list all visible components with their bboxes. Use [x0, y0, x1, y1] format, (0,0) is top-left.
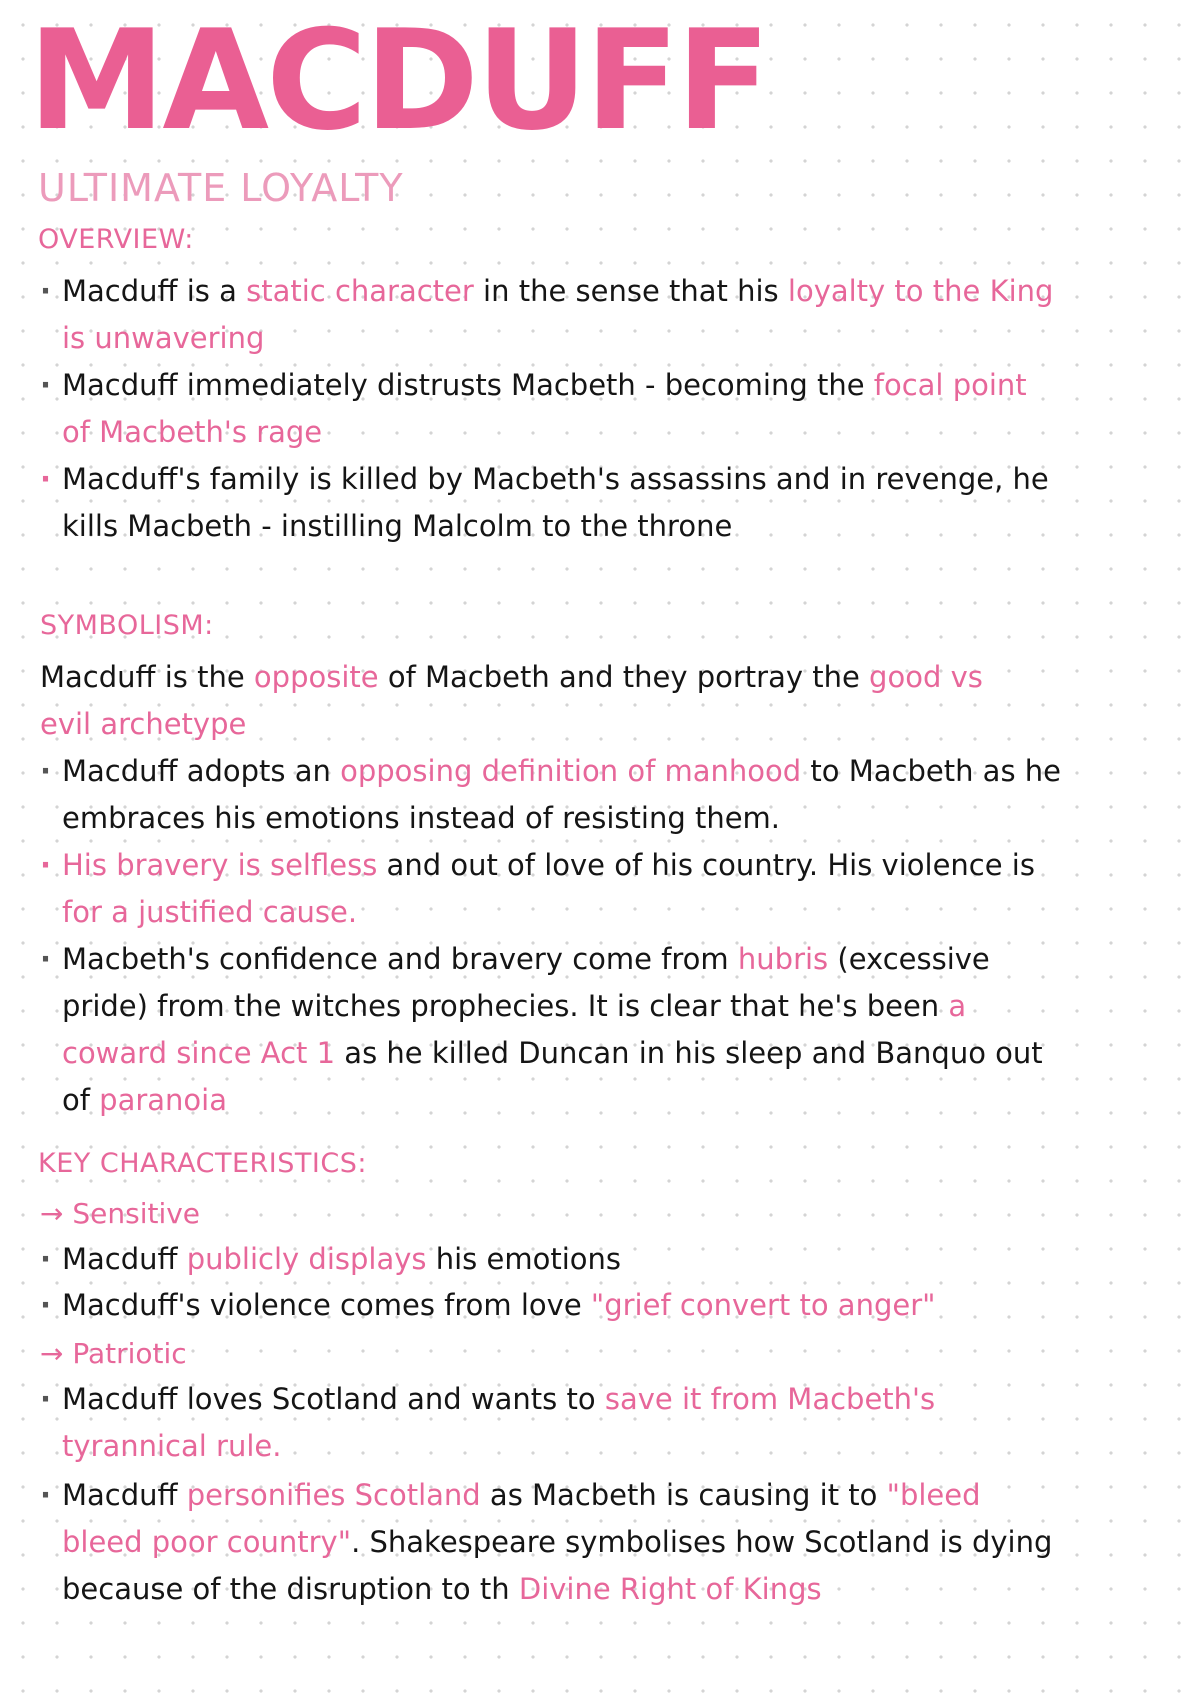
highlighted-text: His bravery is selfless — [62, 848, 378, 882]
overview-bullet-1 — [40, 268, 1062, 362]
text-segment: and out of love of his country. His violence is — [377, 848, 1035, 882]
highlighted-text: loyalty to the King is unwavering — [62, 274, 1054, 355]
patriotic-bullet-1 — [40, 1376, 1062, 1470]
sensitive-bullet-1 — [40, 1236, 1062, 1283]
page-subtitle: ULTIMATE LOYALTY — [38, 166, 404, 210]
text-segment: Macduff — [62, 1242, 187, 1276]
text-segment: Macduff immediately distrusts Macbeth - becoming the — [62, 368, 874, 402]
highlighted-text: publicly displays — [186, 1242, 427, 1276]
overview-bullet-3 — [40, 456, 1062, 550]
text-segment: Macduff adopts an — [62, 754, 341, 788]
text-segment: as he killed Duncan in his sleep and Banquo out of — [62, 1036, 1043, 1117]
trait-sensitive: → Sensitive — [40, 1197, 201, 1230]
overview-heading: OVERVIEW: — [38, 224, 194, 255]
highlighted-text: opposite — [253, 660, 379, 694]
text-segment: Macduff loves Scotland and wants to — [62, 1382, 605, 1416]
highlighted-text: Divine Right of Kings — [518, 1572, 822, 1606]
highlighted-text: "grief convert to anger" — [590, 1288, 936, 1322]
text-segment: Macduff's family is killed by Macbeth's assassins and in revenge, he kills Macbeth - instilling Malcolm to the throne — [62, 462, 1049, 543]
text-segment: Macduff is a — [62, 274, 247, 308]
text-segment: his emotions — [426, 1242, 621, 1276]
highlighted-text: opposing definition of manhood — [340, 754, 802, 788]
highlighted-text: good vs evil archetype — [40, 660, 983, 741]
text-segment: Macduff — [62, 1478, 187, 1512]
text-segment: to Macbeth as he embraces his emotions instead of resisting them. — [62, 754, 1061, 835]
symbolism-bullet-3 — [40, 936, 1062, 1124]
highlighted-text: a coward since Act 1 — [62, 989, 967, 1070]
highlighted-text: paranoia — [99, 1083, 227, 1117]
patriotic-bullet-2 — [40, 1472, 1062, 1613]
highlighted-text: personifies Scotland — [186, 1478, 481, 1512]
text-segment: Macduff's violence comes from love — [62, 1288, 591, 1322]
symbolism-paragraph — [40, 654, 1040, 748]
text-segment: . Shakespeare symbolises how Scotland is dying because of the disruption to th — [62, 1525, 1053, 1606]
text-segment: Macduff is the — [40, 660, 254, 694]
highlighted-text: "bleed bleed poor country" — [62, 1478, 981, 1559]
key-characteristics-heading: KEY CHARACTERISTICS: — [38, 1148, 367, 1179]
overview-bullet-2 — [40, 362, 1062, 456]
symbolism-bullet-2 — [40, 842, 1062, 936]
text-segment: (excessive pride) from the witches prophecies. It is clear that he's been — [62, 942, 990, 1023]
highlighted-text: hubris — [737, 942, 829, 976]
highlighted-text: for a justified cause. — [62, 895, 358, 929]
symbolism-bullet-1 — [40, 748, 1062, 842]
text-segment: in the sense that his — [473, 274, 788, 308]
sensitive-bullet-2 — [40, 1282, 1062, 1329]
highlighted-text: static character — [246, 274, 474, 308]
highlighted-text: save it from Macbeth's tyrannical rule. — [62, 1382, 936, 1463]
text-segment: of Macbeth and they portray the — [378, 660, 870, 694]
symbolism-heading: SYMBOLISM: — [40, 610, 214, 641]
highlighted-text: focal point of Macbeth's rage — [62, 368, 1027, 449]
text-segment: Macbeth's confidence and bravery come from — [62, 942, 738, 976]
text-segment: as Macbeth is causing it to — [480, 1478, 887, 1512]
page-title: MACDUFF — [28, 0, 768, 161]
trait-patriotic: → Patriotic — [40, 1337, 187, 1370]
